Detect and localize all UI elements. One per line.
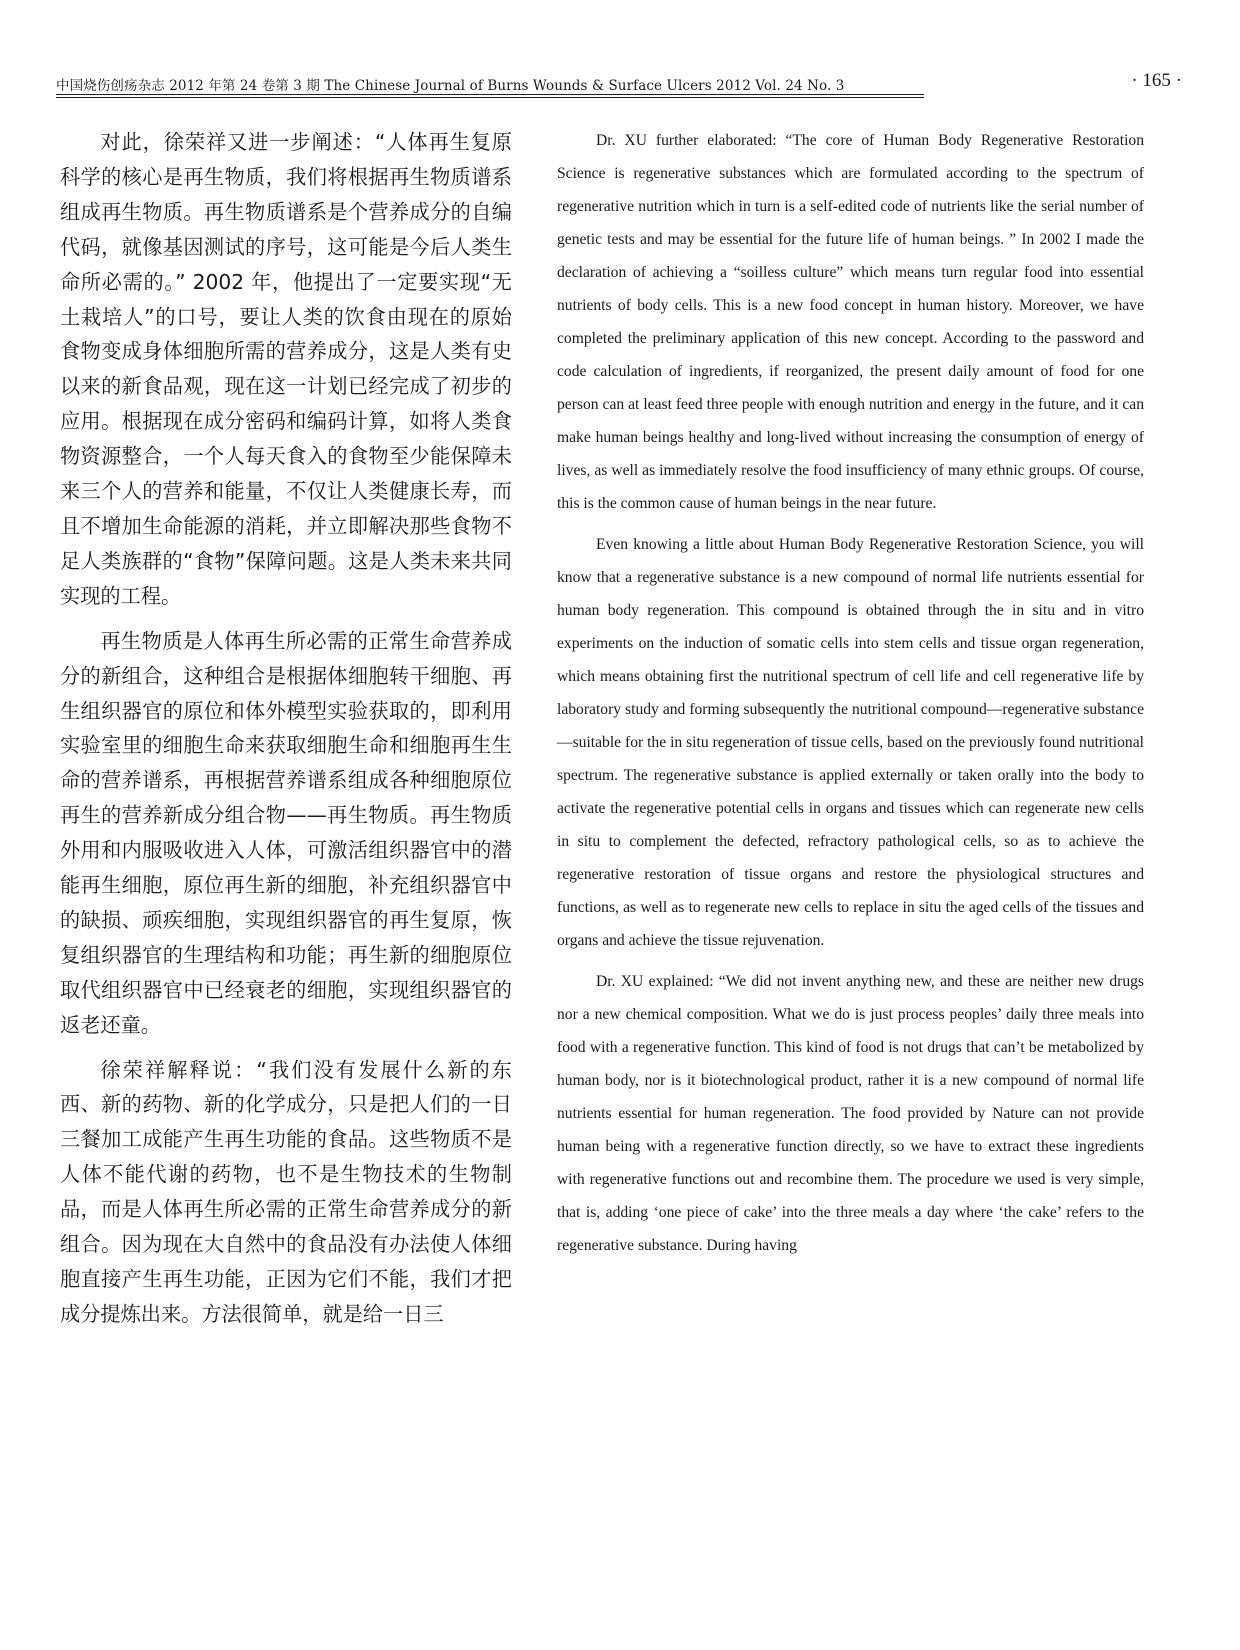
english-text-column — [557, 124, 1144, 1270]
english-paragraph: Even knowing a little about Human Body Regenerative Restoration Science, you will know that a regenerative substance is a new compound of normal life nutrients essential for human body regeneration. This compound is obtained through the in situ and in vitro experiments on the induction of somatic cells into stem cells and tissue organ regeneration, which means obtaining first the nutritional spectrum of cell life and cell regenerative life by laboratory study and forming subsequently the nutritional compound—regenerative substance—suitable for the in situ regeneration of tissue cells, based on the previously found nutritional spectrum. The regenerative substance is applied externally or taken orally into the body to activate the regenerative potential cells in organs and tissues which can regenerate new cells in situ to complement the defected, refractory pathological cells, so as to achieve the regenerative restoration of tissue organs and restore the physiological structures and functions, as well as to regenerate new cells to replace in situ the aged cells of the tissues and organs and achieve the tissue rejuvenation. — [557, 536, 1144, 949]
page-number: · 165 · — [1131, 70, 1182, 91]
header-rule-bottom — [56, 97, 924, 98]
english-paragraph: Dr. XU explained: “We did not invent anything new, and these are neither new drugs nor a new chemical composition. What we do is just process peoples’ daily three meals into food with a regenerative function. This kind of food is not drugs that can’t be metabolized by human body, nor is it biotechnological product, rather it is a new compound of normal life nutrients essential for human regeneration. The food provided by Nature can not provide human being with a regenerative function directly, so we have to extract these ingredients with regenerative functions out and recombine them. The procedure we used is very simple, that is, adding ‘one piece of cake’ into the three meals a day where ‘the cake’ refers to the regenerative substance. During having — [557, 973, 1144, 1254]
header-rule-top — [56, 94, 924, 95]
chinese-text-column — [60, 125, 512, 1342]
chinese-paragraph: 徐荣祥解释说：“我们没有发展什么新的东西、新的药物、新的化学成分，只是把人们的一日三餐加工成能产生再生功能的食品。这些物质不是人体不能代谢的药物，也不是生物技术的生物制品，而是人体再生所必需的正常生命营养成分的新组合。因为现在大自然中的食品没有办法使人体细胞直接产生再生功能，正因为它们不能，我们才把成分提炼出来。方法很简单，就是给一日三 — [60, 1057, 512, 1326]
chinese-paragraph: 再生物质是人体再生所必需的正常生命营养成分的新组合，这种组合是根据体细胞转干细胞、再生组织器官的原位和体外模型实验获取的，即利用实验室里的细胞生命来获取细胞生命和细胞再生生命的营养谱系，再根据营养谱系组成各种细胞原位再生的营养新成分组合物——再生物质。再生物质外用和内服吸收进入人体，可激活组织器官中的潜能再生细胞，原位再生新的细胞，补充组织器官中的缺损、顽疾细胞，实现组织器官的再生复原，恢复组织器官的生理结构和功能；再生新的细胞原位取代组织器官中已经衰老的细胞，实现组织器官的返老还童。 — [60, 628, 512, 1037]
journal-title: 中国烧伤创疡杂志 2012 年第 24 卷第 3 期 The Chinese Journal of Burns Wounds & Surface Ulcers 2012 Vol. 24 No. 3 — [56, 78, 845, 94]
chinese-paragraph: 对此，徐荣祥又进一步阐述：“人体再生复原科学的核心是再生物质，我们将根据再生物质谱系组成再生物质。再生物质谱系是个营养成分的自编代码，就像基因测试的序号，这可能是今后人类生命所必需的。” 2002 年，他提出了一定要实现“无土栽培人”的口号，要让人类的饮食由现在的原始食物变成身体细胞所需的营养成分，这是人类有史以来的新食品观，现在这一计划已经完成了初步的应用。根据现在成分密码和编码计算，如将人类食物资源整合，一个人每天食入的食物至少能保障未来三个人的营养和能量，不仅让人类健康长寿，而且不增加生命能源的消耗，并立即解决那些食物不足人类族群的“食物”保障问题。这是人类未来共同实现的工程。 — [60, 130, 512, 608]
english-paragraph: Dr. XU further elaborated: “The core of Human Body Regenerative Restoration Science is regenerative substances which are formulated according to the spectrum of regenerative nutrition which in turn is a self-edited code of nutrients like the serial number of genetic tests and may be essential for the future life of human beings. ” In 2002 I made the declaration of achieving a “soilless culture” which means turn regular food into essential nutrients of body cells. This is a new food concept in human history. Moreover, we have completed the preliminary application of this new concept. According to the password and code calculation of ingredients, if reorganized, the present daily amount of food for one person can at least feed three people with enough nutrition and energy in the future, and it can make human beings healthy and long-lived without increasing the consumption of energy of lives, as well as immediately resolve the food insufficiency of many ethnic groups. Of course, this is the common cause of human beings in the near future. — [557, 132, 1144, 512]
running-header — [56, 70, 1182, 100]
